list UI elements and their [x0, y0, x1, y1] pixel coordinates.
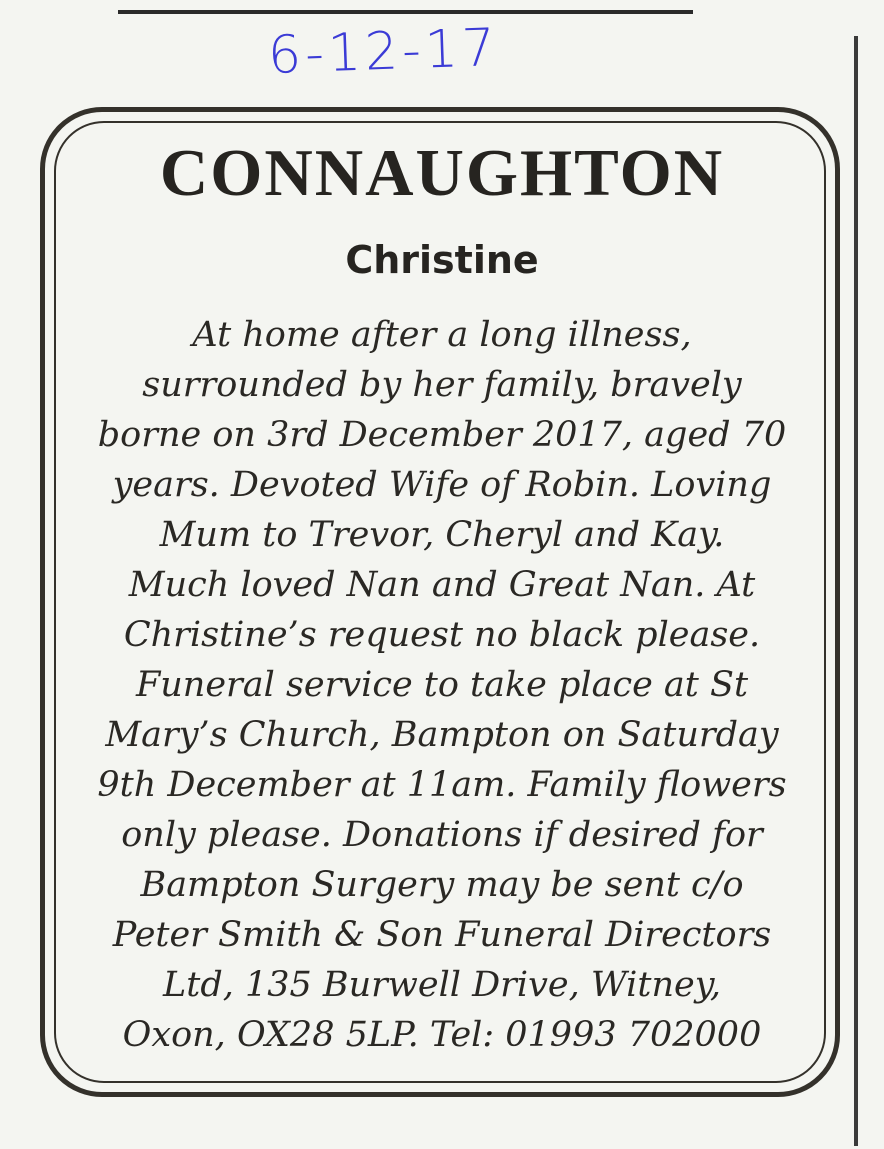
notice-body: [72, 310, 812, 1060]
handwritten-date: 6-12-17: [267, 17, 500, 87]
column-rule-divider: [854, 36, 858, 1146]
notice-line: 9th December at 11am. Family flowers: [97, 765, 787, 805]
notice-line: borne on 3rd December 2017, aged 70: [97, 415, 787, 455]
top-rule-divider: [118, 10, 693, 14]
notice-line: Ltd, 135 Burwell Drive, Witney,: [163, 965, 721, 1005]
notice-line: Bampton Surgery may be sent c/o: [140, 865, 744, 905]
notice-first-name: Christine: [345, 238, 539, 282]
notice-line: Funeral service to take place at St: [135, 665, 749, 705]
notice-line: years. Devoted Wife of Robin. Loving: [112, 465, 772, 505]
notice-line: only please. Donations if desired for: [121, 815, 763, 855]
notice-line: Christine’s request no black please.: [123, 615, 761, 655]
notice-line: At home after a long illness,: [192, 315, 692, 355]
notice-surname: CONNAUGHTON: [159, 136, 725, 210]
notice-line: Peter Smith & Son Funeral Directors: [112, 915, 772, 955]
notice-line: Mum to Trevor, Cheryl and Kay.: [159, 515, 725, 555]
notice-line: Much loved Nan and Great Nan. At: [128, 565, 756, 605]
notice-line: Oxon, OX28 5LP. Tel: 01993 702000: [122, 1015, 762, 1055]
notice-line: surrounded by her family, bravely: [142, 365, 742, 405]
notice-line: Mary’s Church, Bampton on Saturday: [105, 715, 779, 755]
